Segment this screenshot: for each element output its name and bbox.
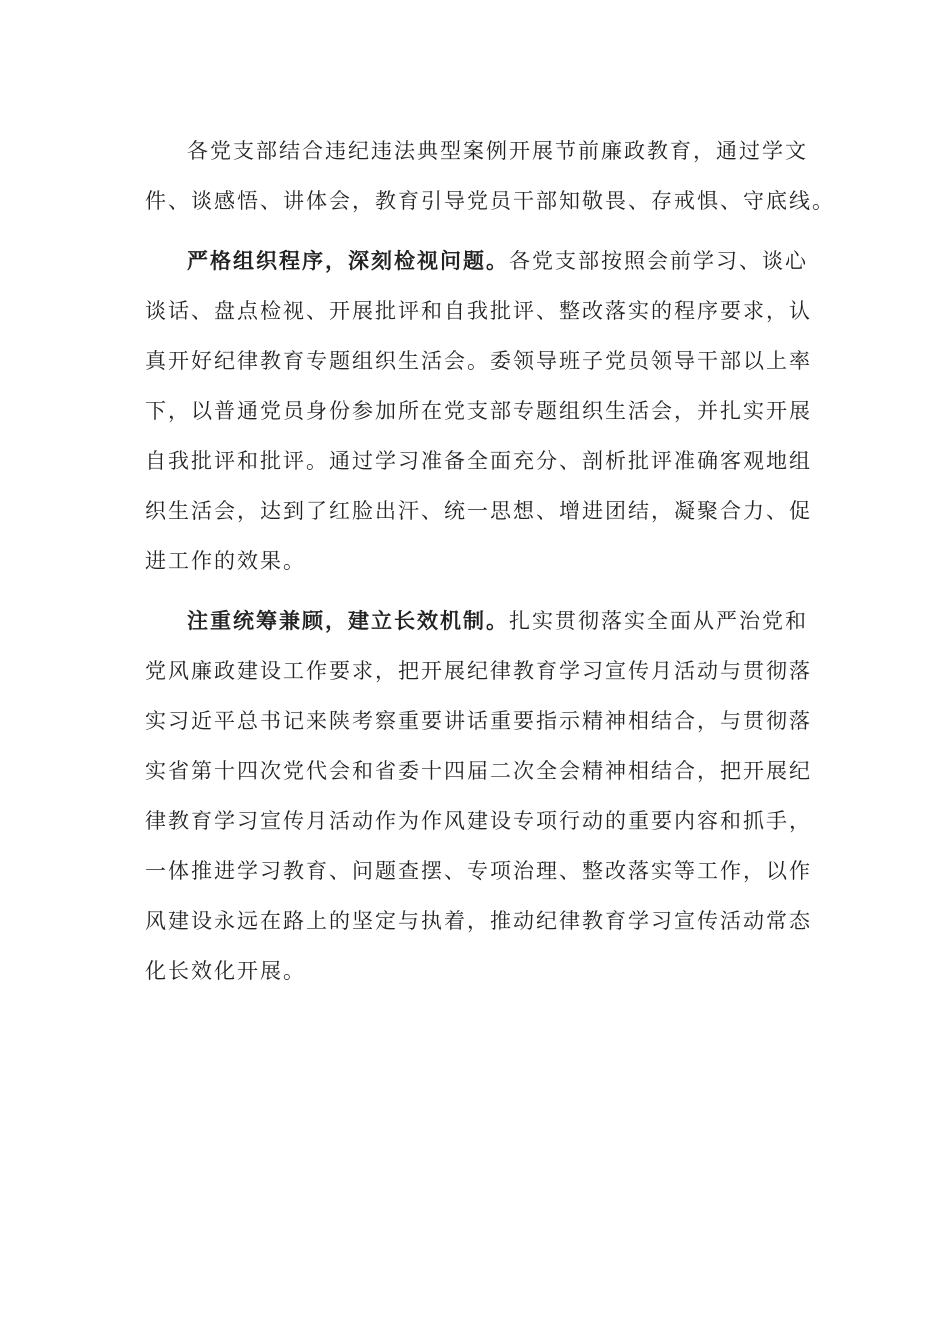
text-line: 件、谈感悟、讲体会，教育引导党员干部知敬畏、存戒惧、守底线。 bbox=[145, 189, 835, 213]
text-line: 化长效化开展。 bbox=[145, 959, 306, 983]
text-line: 织生活会，达到了红脸出汗、统一思想、增进团结，凝聚合力、促 bbox=[145, 499, 812, 523]
text-line: 实省第十四次党代会和省委十四届二次全会精神相结合，把开展纪 bbox=[145, 759, 812, 783]
text-line: 各党支部结合违纪违法典型案例开展节前廉政教育，通过学文 bbox=[187, 139, 808, 163]
paragraph-heading: 严格组织程序，深刻检视问题。 bbox=[187, 249, 509, 273]
text-line: 下，以普通党员身份参加所在党支部专题组织生活会，并扎实开展 bbox=[145, 399, 812, 423]
text-line: 律教育学习宣传月活动作为作风建设专项行动的重要内容和抓手， bbox=[145, 809, 812, 833]
text-line bbox=[145, 596, 808, 646]
text-span: 扎实贯彻落实全面从严治党和 bbox=[509, 609, 808, 633]
text-line: 实习近平总书记来陕考察重要讲话重要指示精神相结合，与贯彻落 bbox=[145, 709, 812, 733]
paragraph-3 bbox=[145, 596, 812, 996]
text-line: 一体推进学习教育、问题查摆、专项治理、整改落实等工作，以作 bbox=[145, 859, 812, 883]
text-span: 各党支部按照会前学习、谈心 bbox=[509, 249, 808, 273]
text-line: 真开好纪律教育专题组织生活会。委领导班子党员领导干部以上率 bbox=[145, 349, 812, 373]
document-body bbox=[145, 126, 835, 996]
text-line bbox=[145, 236, 808, 286]
text-line: 谈话、盘点检视、开展批评和自我批评、整改落实的程序要求，认 bbox=[145, 299, 812, 323]
text-line: 风建设永远在路上的坚定与执着，推动纪律教育学习宣传活动常态 bbox=[145, 909, 812, 933]
paragraph-1 bbox=[145, 126, 835, 226]
text-line: 党风廉政建设工作要求，把开展纪律教育学习宣传月活动与贯彻落 bbox=[145, 659, 812, 683]
paragraph-2 bbox=[145, 236, 812, 586]
paragraph-heading: 注重统筹兼顾，建立长效机制。 bbox=[187, 609, 509, 633]
text-line: 自我批评和批评。通过学习准备全面充分、剖析批评准确客观地组 bbox=[145, 449, 812, 473]
text-line: 进工作的效果。 bbox=[145, 549, 306, 573]
